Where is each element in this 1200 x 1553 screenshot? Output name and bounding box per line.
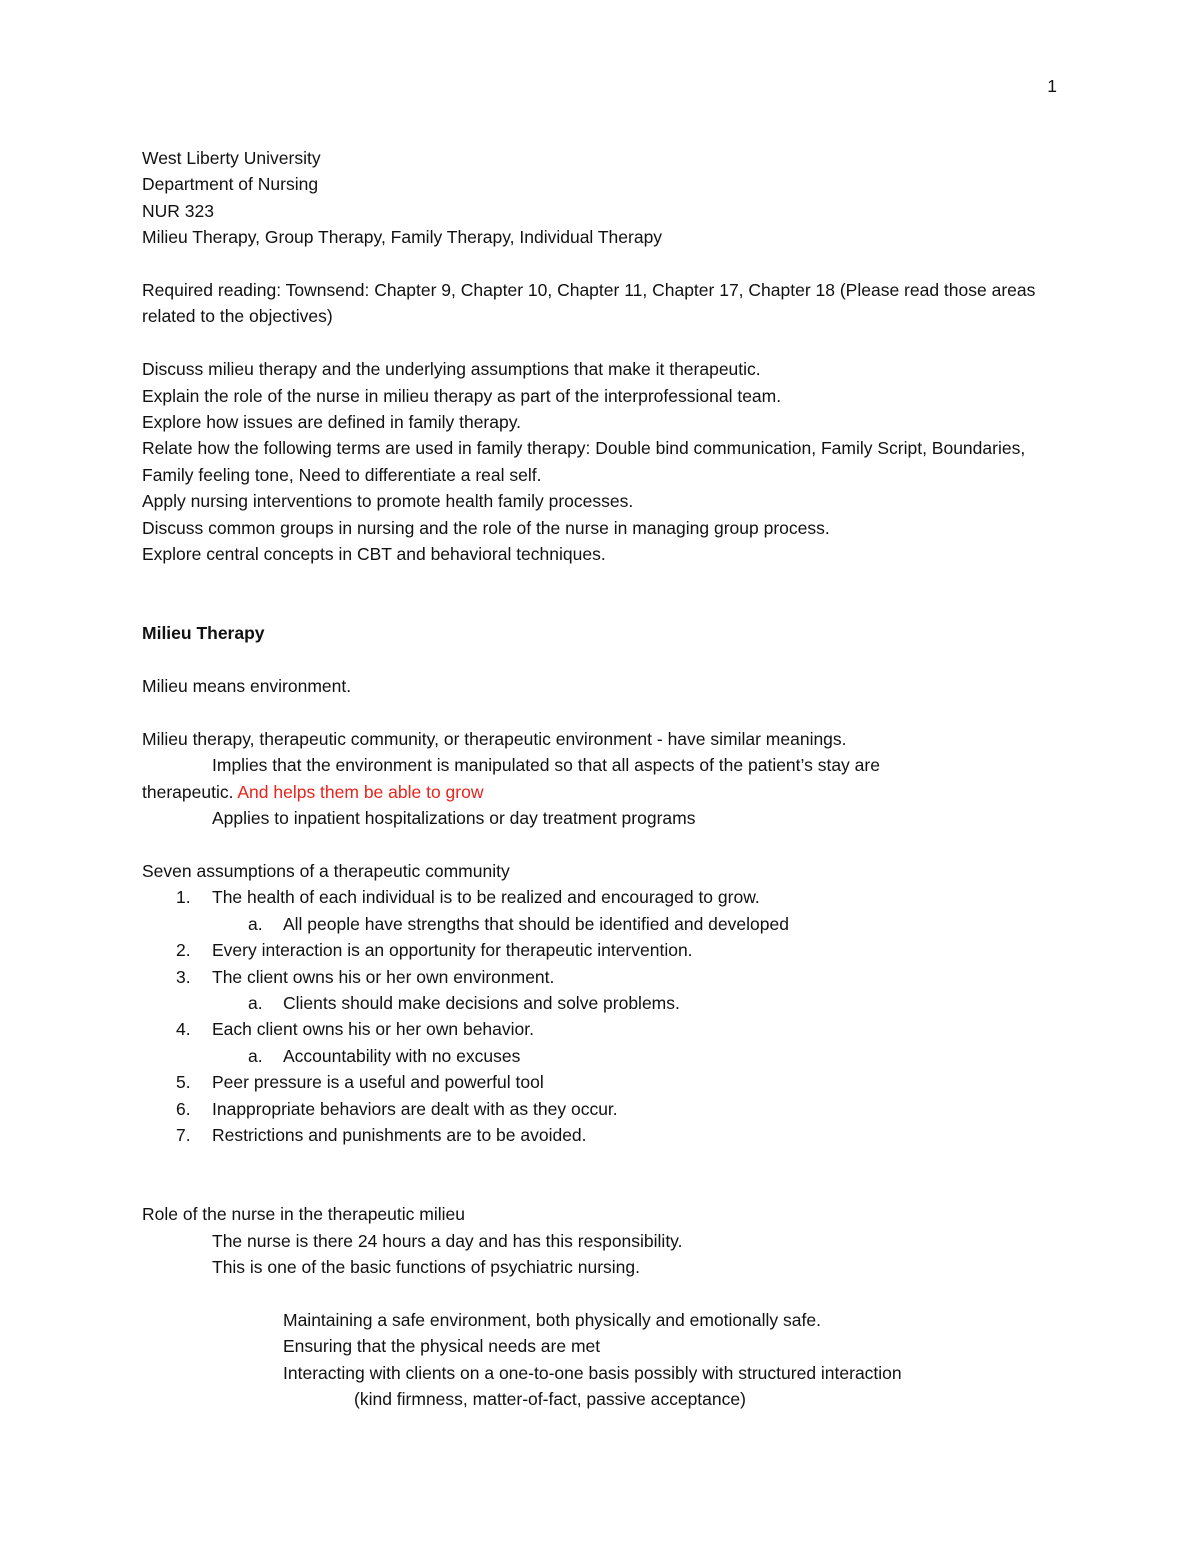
objective-item: Explore how issues are defined in family therapy.	[142, 412, 522, 433]
department-name: Department of Nursing	[142, 174, 319, 195]
subitem-letter: a.	[248, 913, 263, 934]
assumption-number: 2.	[176, 940, 191, 961]
assumption-number: 1.	[176, 887, 191, 908]
assumption-number: 5.	[176, 1072, 191, 1093]
assumptions-title: Seven assumptions of a therapeutic community	[142, 860, 510, 881]
milieu-similar-meanings: Milieu therapy, therapeutic community, or therapeutic environment - have similar meanings.	[142, 728, 847, 749]
objective-item: Explain the role of the nurse in milieu therapy as part of the interprofessional team.	[142, 385, 782, 406]
assumption-subitem	[142, 990, 1062, 1016]
assumption-item	[142, 937, 1062, 963]
milieu-implies-continued	[142, 779, 1062, 805]
subitem-letter: a.	[248, 992, 263, 1013]
required-reading: Required reading: Townsend: Chapter 9, Chapter 10, Chapter 11, Chapter 17, Chapter 18 (Please read those areas related to the objectives)	[142, 280, 1036, 327]
assumption-item	[142, 1096, 1062, 1122]
assumption-item	[142, 1016, 1062, 1042]
milieu-implies: Implies that the environment is manipulated so that all aspects of the patient’s stay are	[212, 755, 880, 776]
assumption-text: Restrictions and punishments are to be avoided.	[212, 1124, 587, 1145]
assumption-text: Inappropriate behaviors are dealt with as they occur.	[212, 1098, 618, 1119]
assumption-subitem	[142, 911, 1062, 937]
assumption-text: Each client owns his or her own behavior.	[212, 1019, 534, 1040]
assumption-text: The health of each individual is to be realized and encouraged to grow.	[212, 887, 760, 908]
nurse-approach: (kind firmness, matter-of-fact, passive acceptance)	[354, 1388, 746, 1409]
subitem-text: All people have strengths that should be identified and developed	[283, 913, 789, 934]
university-name: West Liberty University	[142, 148, 321, 168]
subitem-letter: a.	[248, 1045, 263, 1066]
assumption-number: 6.	[176, 1098, 191, 1119]
assumption-item	[142, 964, 1062, 990]
assumption-item	[142, 884, 1062, 910]
objectives-list	[142, 356, 1062, 567]
assumption-text: Peer pressure is a useful and powerful tool	[212, 1072, 544, 1093]
objective-item: Relate how the following terms are used in family therapy: Double bind communication, Family Script, Boundaries, Family feeling tone, Need to differentiate a real self.	[142, 438, 1026, 485]
document-body	[142, 145, 1062, 1412]
milieu-therapy-heading: Milieu Therapy	[142, 623, 265, 644]
objective-item: Discuss milieu therapy and the underlying assumptions that make it therapeutic.	[142, 359, 761, 380]
assumption-text: Every interaction is an opportunity for therapeutic intervention.	[212, 940, 693, 961]
milieu-grow-note: And helps them be able to grow	[237, 781, 484, 802]
course-code: NUR 323	[142, 200, 214, 221]
assumption-item	[142, 1069, 1062, 1095]
assumption-item	[142, 1122, 1062, 1148]
milieu-implies-end: therapeutic.	[142, 781, 234, 802]
milieu-definition: Milieu means environment.	[142, 676, 352, 697]
assumption-subitem	[142, 1043, 1062, 1069]
subitem-text: Accountability with no excuses	[283, 1045, 521, 1066]
nurse-duty: Interacting with clients on a one-to-one basis possibly with structured interaction	[283, 1362, 902, 1383]
assumption-number: 7.	[176, 1124, 191, 1145]
nurse-role-line: This is one of the basic functions of psychiatric nursing.	[212, 1256, 640, 1277]
course-topics: Milieu Therapy, Group Therapy, Family Therapy, Individual Therapy	[142, 227, 663, 248]
nurse-duty: Ensuring that the physical needs are met	[283, 1336, 601, 1357]
assumption-text: The client owns his or her own environment.	[212, 966, 555, 987]
assumptions-list	[142, 884, 1062, 1148]
nurse-duty: Maintaining a safe environment, both physically and emotionally safe.	[283, 1309, 821, 1330]
objective-item: Discuss common groups in nursing and the role of the nurse in managing group process.	[142, 517, 830, 538]
assumption-number: 4.	[176, 1019, 191, 1040]
subitem-text: Clients should make decisions and solve problems.	[283, 992, 680, 1013]
assumption-number: 3.	[176, 966, 191, 987]
objective-item: Explore central concepts in CBT and behavioral techniques.	[142, 544, 606, 565]
page-number: 1	[1047, 76, 1057, 96]
objective-item: Apply nursing interventions to promote health family processes.	[142, 491, 634, 512]
nurse-role-title: Role of the nurse in the therapeutic milieu	[142, 1204, 465, 1225]
milieu-applies: Applies to inpatient hospitalizations or day treatment programs	[212, 808, 696, 829]
nurse-role-line: The nurse is there 24 hours a day and has this responsibility.	[212, 1230, 683, 1251]
